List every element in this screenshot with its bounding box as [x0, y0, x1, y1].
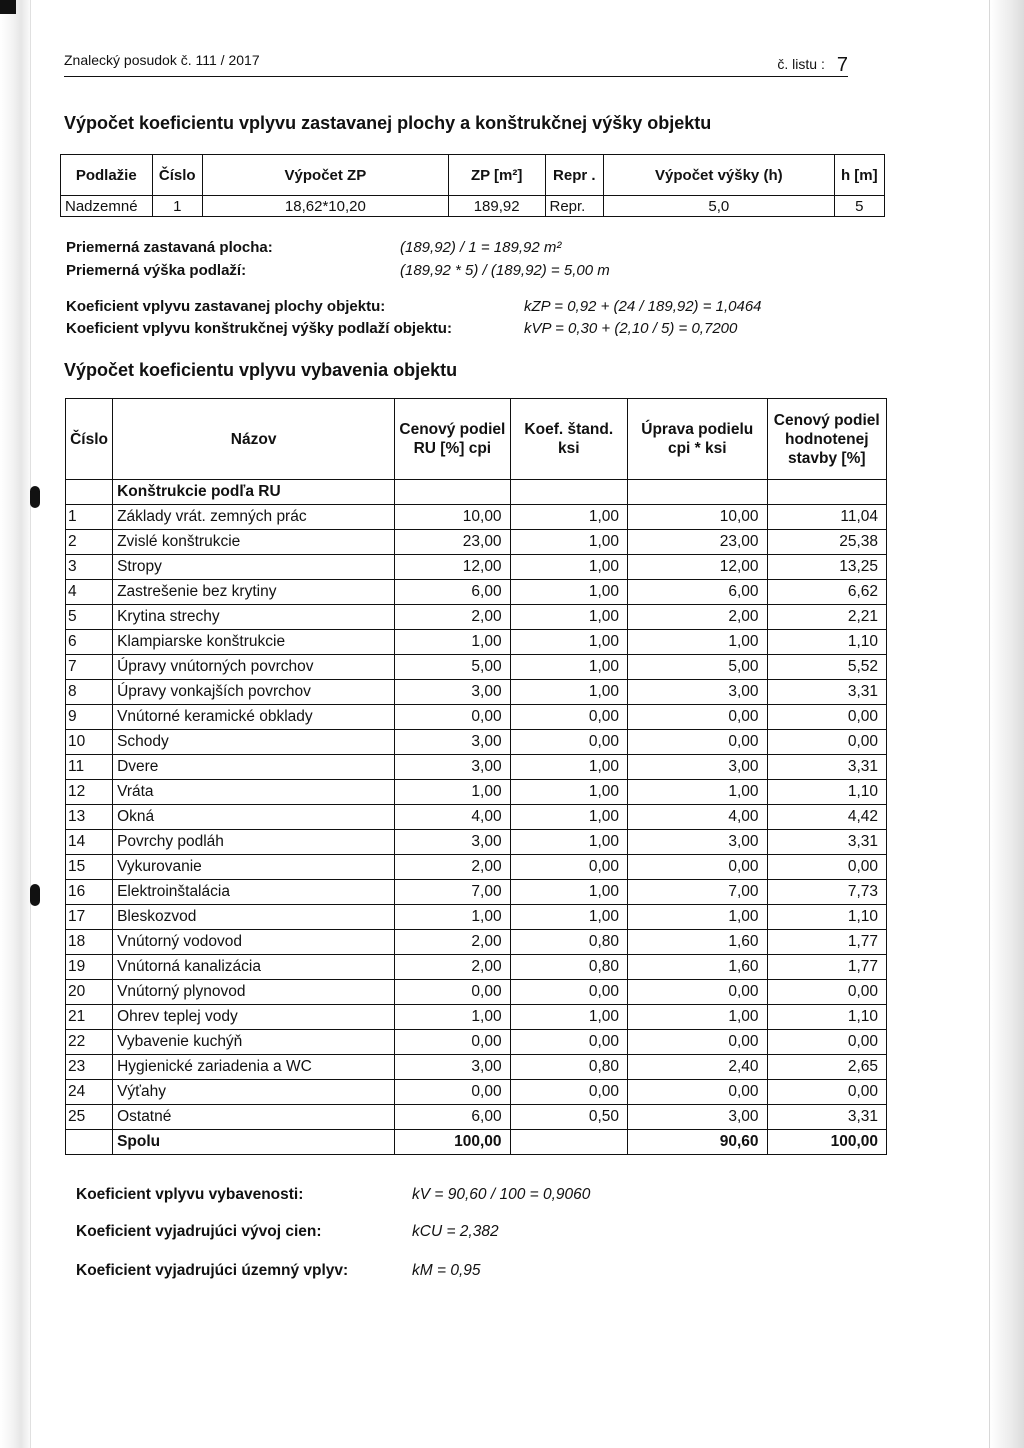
cell-up: 3,00	[628, 755, 768, 780]
cell-cp: 3,00	[395, 755, 510, 780]
cell-n: 19	[66, 955, 113, 980]
cell-name: Vnútorný vodovod	[113, 930, 395, 955]
cell	[66, 480, 113, 505]
col-header: Číslo	[66, 399, 113, 480]
koef-vybavenost	[76, 1186, 591, 1204]
cell-cp: 3,00	[395, 1055, 510, 1080]
cell-n: 6	[66, 630, 113, 655]
table-row	[66, 630, 887, 655]
cell-pod: 2,65	[767, 1055, 886, 1080]
group-row	[66, 480, 887, 505]
avg-height-label: Priemerná výška podlaží:	[66, 262, 247, 279]
cell-name: Vnútorné keramické obklady	[113, 705, 395, 730]
cell-up: 3,00	[628, 680, 768, 705]
cell-pod: 7,73	[767, 880, 886, 905]
cell-pod: 0,00	[767, 1080, 886, 1105]
cell-pod: 0,00	[767, 730, 886, 755]
cell-cp: 3,00	[395, 730, 510, 755]
cell-name: Základy vrát. zemných prác	[113, 505, 395, 530]
cell-n: 16	[66, 880, 113, 905]
table-row	[66, 1005, 887, 1030]
table-row	[66, 1105, 887, 1130]
cell-n: 7	[66, 655, 113, 680]
koef-vp-label: Koeficient vplyvu konštrukčnej výšky podlaží objektu:	[66, 320, 452, 337]
cell-ks: 1,00	[510, 530, 627, 555]
table-row	[66, 780, 887, 805]
cell-up: 0,00	[628, 730, 768, 755]
cell-pod: 3,31	[767, 830, 886, 855]
cell-cp: 0,00	[395, 1030, 510, 1055]
cell-n: 12	[66, 780, 113, 805]
punch-hole	[30, 884, 40, 906]
cell-name: Povrchy podláh	[113, 830, 395, 855]
cell-up: 1,00	[628, 780, 768, 805]
cell-name: Zvislé konštrukcie	[113, 530, 395, 555]
cell-cp: 5,00	[395, 655, 510, 680]
cell-n: 13	[66, 805, 113, 830]
cell-name: Vybavenie kuchýň	[113, 1030, 395, 1055]
table-row	[66, 905, 887, 930]
cell-ks: 1,00	[510, 655, 627, 680]
cell-cp: 3,00	[395, 680, 510, 705]
cell-up: 1,00	[628, 630, 768, 655]
cell-name: Výťahy	[113, 1080, 395, 1105]
cell-cp: 10,00	[395, 505, 510, 530]
cell-cp: 2,00	[395, 955, 510, 980]
cell-up: 12,00	[628, 555, 768, 580]
koef-zp-value: kZP = 0,92 + (24 / 189,92) = 1,0464	[524, 298, 762, 315]
cell-ks: 0,00	[510, 730, 627, 755]
cell-name: Okná	[113, 805, 395, 830]
cell-n: 25	[66, 1105, 113, 1130]
cell-pod: 6,62	[767, 580, 886, 605]
table-row	[66, 530, 887, 555]
cell-pod: 25,38	[767, 530, 886, 555]
cell-up: 0,00	[628, 1030, 768, 1055]
cell-name: Zastrešenie bez krytiny	[113, 580, 395, 605]
cell-ks: 1,00	[510, 1005, 627, 1030]
table-row	[66, 680, 887, 705]
cell-cp: 3,00	[395, 830, 510, 855]
cell-up: 2,40	[628, 1055, 768, 1080]
cell-cp: 4,00	[395, 805, 510, 830]
cell-ks: 0,00	[510, 705, 627, 730]
cell-cp: 1,00	[395, 780, 510, 805]
table-row	[66, 980, 887, 1005]
table-row	[66, 755, 887, 780]
cell-pod: 1,10	[767, 1005, 886, 1030]
cell-pod: 3,31	[767, 1105, 886, 1130]
cell-pod: 0,00	[767, 1030, 886, 1055]
report-number: Znalecký posudok č. 111 / 2017	[64, 52, 260, 68]
cell-cp: 1,00	[395, 1005, 510, 1030]
cell-pod: 1,10	[767, 780, 886, 805]
cell-ks: 0,80	[510, 930, 627, 955]
cell-pod: 1,10	[767, 630, 886, 655]
total-cp: 100,00	[395, 1130, 510, 1155]
cell-cp: 12,00	[395, 555, 510, 580]
cell-pod: 1,77	[767, 930, 886, 955]
cell-cp: 23,00	[395, 530, 510, 555]
cell-ks: 0,00	[510, 980, 627, 1005]
cell-up: 0,00	[628, 1080, 768, 1105]
cell-up: 3,00	[628, 1105, 768, 1130]
table-row	[66, 555, 887, 580]
cell-n: 15	[66, 855, 113, 880]
col-header: Výpočet ZP	[202, 155, 448, 196]
cell-pod: 1,77	[767, 955, 886, 980]
total-row	[66, 1130, 887, 1155]
cell-ks: 1,00	[510, 605, 627, 630]
table-row	[66, 1080, 887, 1105]
cell-n: 5	[66, 605, 113, 630]
col-header: Cenový podiel RU [%] cpi	[395, 399, 510, 480]
cell-name: Schody	[113, 730, 395, 755]
cell	[510, 480, 627, 505]
cell-up: 4,00	[628, 805, 768, 830]
table-row	[66, 655, 887, 680]
cell-n: 3	[66, 555, 113, 580]
section-title-vybavenie: Výpočet koeficientu vplyvu vybavenia objektu	[64, 360, 458, 380]
cell-name: Úpravy vnútorných povrchov	[113, 655, 395, 680]
cell-cp: 2,00	[395, 855, 510, 880]
cell-up: 6,00	[628, 580, 768, 605]
cell-ks: 1,00	[510, 755, 627, 780]
cell-n: 21	[66, 1005, 113, 1030]
sheet-label: č. listu :	[777, 56, 825, 72]
cell-name: Elektroinštalácia	[113, 880, 395, 905]
cell-cp: 1,00	[395, 630, 510, 655]
cell-ks: 1,00	[510, 555, 627, 580]
cell-cp: 0,00	[395, 705, 510, 730]
table-row	[66, 1055, 887, 1080]
cell-name: Vnútorný plynovod	[113, 980, 395, 1005]
page-number: 7	[836, 54, 848, 76]
cell-name: Vráta	[113, 780, 395, 805]
col-header: Repr .	[545, 155, 604, 196]
col-header: Výpočet výšky (h)	[604, 155, 834, 196]
col-header: ZP [m²]	[448, 155, 545, 196]
cell-cp: 6,00	[395, 1105, 510, 1130]
cell-pod: 1,10	[767, 905, 886, 930]
cell-pod: 4,42	[767, 805, 886, 830]
cell-name: Bleskozvod	[113, 905, 395, 930]
cell-n: 22	[66, 1030, 113, 1055]
total-up: 90,60	[628, 1130, 768, 1155]
cell: 5	[834, 196, 884, 217]
cell-ks: 1,00	[510, 830, 627, 855]
cell-name: Klampiarske konštrukcie	[113, 630, 395, 655]
cell-up: 7,00	[628, 880, 768, 905]
col-header: Koef. štand. ksi	[510, 399, 627, 480]
avg-area-value: (189,92) / 1 = 189,92 m²	[400, 239, 562, 256]
cell-pod: 3,31	[767, 755, 886, 780]
cell-ks: 0,00	[510, 855, 627, 880]
col-header: Podlažie	[61, 155, 153, 196]
cell-up: 1,60	[628, 930, 768, 955]
cell-up: 1,00	[628, 1005, 768, 1030]
table-row	[66, 805, 887, 830]
page-header	[64, 52, 848, 77]
koef-value: kCU = 2,382	[412, 1223, 499, 1240]
table-row	[66, 830, 887, 855]
cell-n: 17	[66, 905, 113, 930]
cell-ks: 1,00	[510, 905, 627, 930]
cell-ks: 1,00	[510, 505, 627, 530]
cell-up: 3,00	[628, 830, 768, 855]
vybavenie-table	[65, 398, 887, 1155]
cell-n: 10	[66, 730, 113, 755]
avg-height-value: (189,92 * 5) / (189,92) = 5,00 m	[400, 262, 610, 279]
table-row	[66, 1030, 887, 1055]
cell-ks: 0,80	[510, 1055, 627, 1080]
cell-n: 11	[66, 755, 113, 780]
table-row	[66, 880, 887, 905]
table-row	[66, 855, 887, 880]
cell	[628, 480, 768, 505]
punch-hole	[30, 486, 40, 508]
cell-ks: 1,00	[510, 805, 627, 830]
cell: 18,62*10,20	[202, 196, 448, 217]
table-row	[66, 705, 887, 730]
table-row	[61, 196, 885, 217]
cell-name: Vykurovanie	[113, 855, 395, 880]
cell-up: 1,60	[628, 955, 768, 980]
cell	[66, 1130, 113, 1155]
col-header: Číslo	[152, 155, 202, 196]
cell: 1	[152, 196, 202, 217]
cell-up: 0,00	[628, 705, 768, 730]
table-row	[66, 955, 887, 980]
cell-n: 1	[66, 505, 113, 530]
cell-cp: 0,00	[395, 1080, 510, 1105]
cell-ks: 0,50	[510, 1105, 627, 1130]
cell	[395, 480, 510, 505]
cell-name: Dvere	[113, 755, 395, 780]
cell: Nadzemné	[61, 196, 153, 217]
cell: 189,92	[448, 196, 545, 217]
cell-pod: 11,04	[767, 505, 886, 530]
cell-up: 5,00	[628, 655, 768, 680]
cell-cp: 7,00	[395, 880, 510, 905]
col-header: h [m]	[834, 155, 884, 196]
cell-ks: 1,00	[510, 630, 627, 655]
cell-pod: 13,25	[767, 555, 886, 580]
cell-ks: 1,00	[510, 680, 627, 705]
table-row	[66, 930, 887, 955]
cell: 5,0	[604, 196, 834, 217]
cell-name: Vnútorná kanalizácia	[113, 955, 395, 980]
cell-name: Ostatné	[113, 1105, 395, 1130]
cell-cp: 2,00	[395, 605, 510, 630]
cell-name: Ohrev teplej vody	[113, 1005, 395, 1030]
table-row	[66, 605, 887, 630]
cell-ks: 1,00	[510, 780, 627, 805]
scan-corner-mark	[0, 0, 16, 14]
koef-label: Koeficient vyjadrujúci vývoj cien:	[76, 1223, 322, 1240]
cell-pod: 2,21	[767, 605, 886, 630]
koef-vp-value: kVP = 0,30 + (2,10 / 5) = 0,7200	[524, 320, 738, 337]
koef-label: Koeficient vplyvu vybavenosti:	[76, 1186, 304, 1203]
cell-n: 23	[66, 1055, 113, 1080]
cell-n: 14	[66, 830, 113, 855]
cell-up: 23,00	[628, 530, 768, 555]
cell-pod: 0,00	[767, 855, 886, 880]
cell-cp: 0,00	[395, 980, 510, 1005]
table-row	[66, 730, 887, 755]
cell-n: 18	[66, 930, 113, 955]
cell-up: 10,00	[628, 505, 768, 530]
col-header: Cenový podiel hodnotenej stavby [%]	[767, 399, 886, 480]
cell	[510, 1130, 627, 1155]
table-row	[66, 505, 887, 530]
col-header: Názov	[113, 399, 395, 480]
koef-uzemny	[76, 1262, 481, 1280]
koef-value: kM = 0,95	[412, 1262, 481, 1279]
cell-ks: 0,00	[510, 1080, 627, 1105]
koef-zp-label: Koeficient vplyvu zastavanej plochy objektu:	[66, 298, 386, 315]
cell-n: 20	[66, 980, 113, 1005]
cell-pod: 0,00	[767, 980, 886, 1005]
cell-ks: 0,80	[510, 955, 627, 980]
koef-value: kV = 90,60 / 100 = 0,9060	[412, 1186, 591, 1203]
zp-table	[60, 154, 885, 217]
cell-up: 1,00	[628, 905, 768, 930]
cell-name: Krytina strechy	[113, 605, 395, 630]
total-label: Spolu	[113, 1130, 395, 1155]
cell-ks: 0,00	[510, 1030, 627, 1055]
cell-n: 2	[66, 530, 113, 555]
cell-n: 8	[66, 680, 113, 705]
total-pod: 100,00	[767, 1130, 886, 1155]
cell-pod: 5,52	[767, 655, 886, 680]
cell-pod: 0,00	[767, 705, 886, 730]
sheet-number	[777, 52, 848, 75]
avg-area-label: Priemerná zastavaná plocha:	[66, 239, 273, 256]
cell-up: 0,00	[628, 980, 768, 1005]
col-header: Úprava podielu cpi * ksi	[628, 399, 768, 480]
cell-pod: 3,31	[767, 680, 886, 705]
cell-name: Stropy	[113, 555, 395, 580]
table-row	[66, 580, 887, 605]
koef-label: Koeficient vyjadrujúci územný vplyv:	[76, 1262, 349, 1279]
cell-ks: 1,00	[510, 880, 627, 905]
koef-vyvoj	[76, 1223, 499, 1241]
cell-name: Úpravy vonkajších povrchov	[113, 680, 395, 705]
cell-up: 0,00	[628, 855, 768, 880]
cell-name: Hygienické zariadenia a WC	[113, 1055, 395, 1080]
cell-cp: 6,00	[395, 580, 510, 605]
cell-n: 9	[66, 705, 113, 730]
cell-n: 24	[66, 1080, 113, 1105]
cell-up: 2,00	[628, 605, 768, 630]
group-label: Konštrukcie podľa RU	[113, 480, 395, 505]
cell: Repr.	[545, 196, 604, 217]
cell-ks: 1,00	[510, 580, 627, 605]
cell	[767, 480, 886, 505]
cell-cp: 2,00	[395, 930, 510, 955]
page-left-edge	[0, 0, 31, 1448]
section-title-zp: Výpočet koeficientu vplyvu zastavanej plochy a konštrukčnej výšky objektu	[64, 113, 712, 133]
cell-cp: 1,00	[395, 905, 510, 930]
page-right-edge	[989, 0, 1024, 1448]
cell-n: 4	[66, 580, 113, 605]
